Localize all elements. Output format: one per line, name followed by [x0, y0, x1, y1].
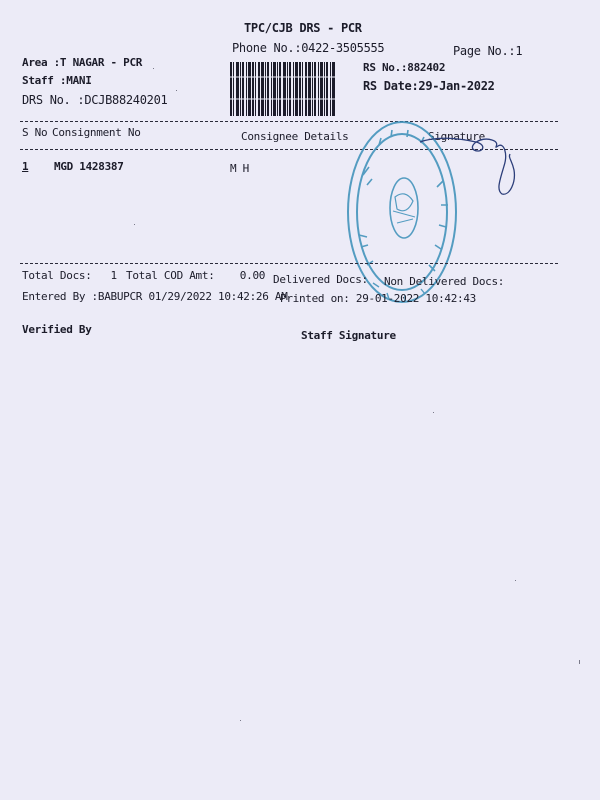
col-header-consignment: Consignment No [52, 126, 141, 139]
phone-number: Phone No.:0422-3505555 [232, 41, 385, 55]
entered-by: Entered By :BABUPCR 01/29/2022 10:42:26 AM [22, 290, 288, 303]
delivered-docs: Delivered Docs: [273, 273, 368, 286]
staff-label: Staff :MANI [22, 74, 92, 87]
row-consignment-no: MGD 1428387 [54, 160, 124, 173]
scan-speck [240, 720, 241, 721]
printed-on: Printed on: 29-01-2022 10:42:43 [280, 292, 476, 305]
scan-speck [134, 224, 135, 225]
scan-speck [433, 412, 434, 413]
divider [20, 121, 558, 122]
scan-speck [176, 90, 177, 91]
barcode-icon [230, 62, 336, 116]
row-consignee: M H [230, 162, 249, 175]
staff-signature-label: Staff Signature [301, 329, 396, 342]
scan-speck [515, 580, 516, 581]
sheet-title: TPC/CJB DRS - PCR [244, 21, 362, 35]
scan-speck [153, 68, 154, 69]
area-label: Area :T NAGAR - PCR [22, 56, 143, 69]
scan-speck [579, 660, 580, 664]
rs-date: RS Date:29-Jan-2022 [363, 79, 495, 93]
drs-number: DRS No. :DCJB88240201 [22, 93, 168, 107]
verified-by-label: Verified By [22, 323, 92, 336]
divider [20, 263, 558, 264]
total-cod-amount: Total COD Amt: 0.00 [126, 269, 266, 282]
total-docs: Total Docs: 1 [22, 269, 117, 282]
col-header-signature: Signature [428, 130, 485, 143]
page-number: Page No.:1 [453, 44, 523, 58]
non-delivered-docs: Non Delivered Docs: [384, 275, 505, 288]
rs-number: RS No.:882402 [363, 61, 446, 74]
col-header-sno: S No [22, 126, 48, 139]
col-header-consignee: Consignee Details [241, 130, 349, 143]
handwritten-signature [418, 128, 528, 198]
row-sno: 1 [22, 160, 29, 173]
